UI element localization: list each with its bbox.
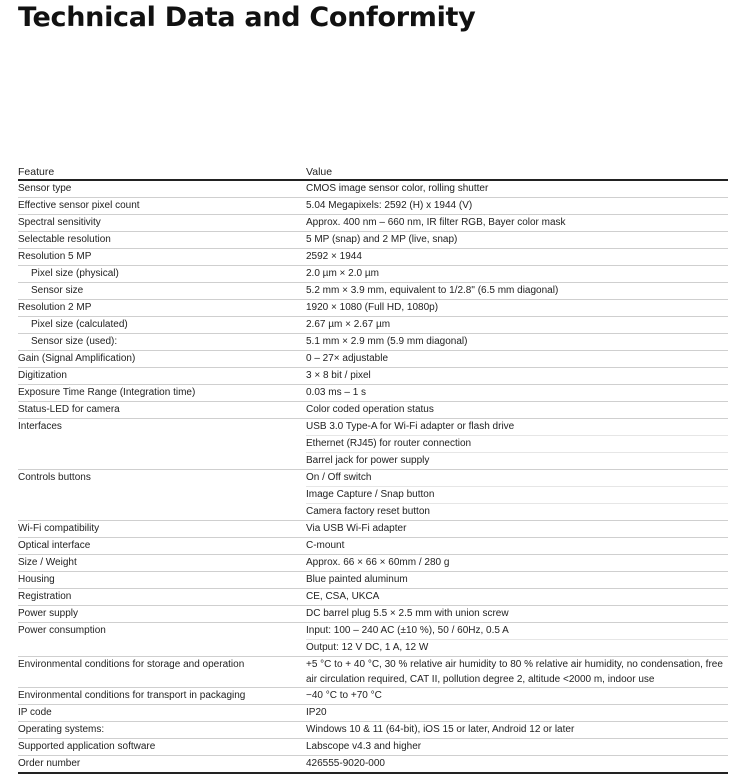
- feature-cell: Gain (Signal Amplification): [18, 351, 306, 368]
- feature-cell: Interfaces: [18, 419, 306, 470]
- value-cell: Color coded operation status: [306, 402, 728, 419]
- feature-cell: Size / Weight: [18, 555, 306, 572]
- table-row: [18, 538, 728, 555]
- value-cell: Approx. 66 × 66 × 60mm / 280 g: [306, 555, 728, 572]
- value-cell: 3 × 8 bit / pixel: [306, 368, 728, 385]
- table-row: [18, 756, 728, 774]
- feature-cell: Optical interface: [18, 538, 306, 555]
- value-line: Input: 100 – 240 AC (±10 %), 50 / 60Hz, 0.5 A: [306, 625, 509, 636]
- table-row: [18, 198, 728, 215]
- table-row: [18, 739, 728, 756]
- feature-cell: Operating systems:: [18, 722, 306, 739]
- value-cell: 0.03 ms – 1 s: [306, 385, 728, 402]
- table-row: [18, 300, 728, 317]
- value-cell: 5.1 mm × 2.9 mm (5.9 mm diagonal): [306, 334, 728, 351]
- feature-cell: Controls buttons: [18, 470, 306, 521]
- value-cell: Blue painted aluminum: [306, 572, 728, 589]
- value-cell: [306, 623, 728, 657]
- column-header-feature: Feature: [18, 165, 306, 180]
- feature-cell: Exposure Time Range (Integration time): [18, 385, 306, 402]
- table-row: [18, 705, 728, 722]
- value-cell: 2592 × 1944: [306, 249, 728, 266]
- feature-cell: Resolution 2 MP: [18, 300, 306, 317]
- value-cell: 426555-9020-000: [306, 756, 728, 774]
- feature-cell: Environmental conditions for transport in packaging: [18, 688, 306, 705]
- feature-cell: Wi-Fi compatibility: [18, 521, 306, 538]
- table-row: [18, 657, 728, 688]
- table-row: [18, 623, 728, 657]
- page-title: Technical Data and Conformity: [18, 2, 476, 33]
- value-cell: [306, 470, 728, 521]
- value-cell: Windows 10 & 11 (64-bit), iOS 15 or later, Android 12 or later: [306, 722, 728, 739]
- value-cell: 5 MP (snap) and 2 MP (live, snap): [306, 232, 728, 249]
- feature-cell: Housing: [18, 572, 306, 589]
- feature-cell: Sensor size: [18, 283, 306, 300]
- table-row: [18, 521, 728, 538]
- table-row: [18, 555, 728, 572]
- feature-cell: Order number: [18, 756, 306, 774]
- table-row: [18, 232, 728, 249]
- table-row: [18, 180, 728, 198]
- value-line: Ethernet (RJ45) for router connection: [306, 435, 728, 452]
- feature-cell: Digitization: [18, 368, 306, 385]
- column-header-value: Value: [306, 165, 728, 180]
- value-cell: Approx. 400 nm – 660 nm, IR filter RGB, Bayer color mask: [306, 215, 728, 232]
- feature-cell: Status-LED for camera: [18, 402, 306, 419]
- value-cell: CE, CSA, UKCA: [306, 589, 728, 606]
- feature-cell: Resolution 5 MP: [18, 249, 306, 266]
- value-line: USB 3.0 Type-A for Wi-Fi adapter or flash drive: [306, 421, 515, 432]
- table-row: [18, 572, 728, 589]
- feature-cell: Pixel size (calculated): [18, 317, 306, 334]
- table-row: [18, 419, 728, 470]
- value-cell: 5.04 Megapixels: 2592 (H) x 1944 (V): [306, 198, 728, 215]
- table-header-row: [18, 165, 728, 180]
- feature-cell: Sensor type: [18, 180, 306, 198]
- value-cell: Via USB Wi-Fi adapter: [306, 521, 728, 538]
- value-line: Output: 12 V DC, 1 A, 12 W: [306, 639, 728, 656]
- value-cell: 2.0 µm × 2.0 µm: [306, 266, 728, 283]
- table-row: [18, 688, 728, 705]
- table-row: [18, 470, 728, 521]
- table-row: [18, 317, 728, 334]
- feature-cell: Registration: [18, 589, 306, 606]
- value-line: Barrel jack for power supply: [306, 452, 728, 469]
- feature-cell: Effective sensor pixel count: [18, 198, 306, 215]
- table-row: [18, 589, 728, 606]
- value-cell: [306, 419, 728, 470]
- table-row: [18, 351, 728, 368]
- technical-data-table: [18, 165, 728, 774]
- feature-cell: Spectral sensitivity: [18, 215, 306, 232]
- table-row: [18, 249, 728, 266]
- feature-cell: Power supply: [18, 606, 306, 623]
- value-line: Image Capture / Snap button: [306, 486, 728, 503]
- feature-cell: Environmental conditions for storage and operation: [18, 657, 306, 688]
- value-cell: +5 °C to + 40 °C, 30 % relative air humidity to 80 % relative air humidity, no condensation, free air circulation required, CAT II, pollution degree 2, altitude <2000 m, indoor use: [306, 657, 728, 688]
- feature-cell: Supported application software: [18, 739, 306, 756]
- table-row: [18, 334, 728, 351]
- table-row: [18, 402, 728, 419]
- table-row: [18, 266, 728, 283]
- feature-cell: Pixel size (physical): [18, 266, 306, 283]
- value-cell: Labscope v4.3 and higher: [306, 739, 728, 756]
- value-cell: IP20: [306, 705, 728, 722]
- value-cell: DC barrel plug 5.5 × 2.5 mm with union screw: [306, 606, 728, 623]
- value-cell: 0 – 27× adjustable: [306, 351, 728, 368]
- table-row: [18, 283, 728, 300]
- value-cell: 2.67 µm × 2.67 µm: [306, 317, 728, 334]
- table-row: [18, 606, 728, 623]
- value-cell: 5.2 mm × 3.9 mm, equivalent to 1/2.8" (6.5 mm diagonal): [306, 283, 728, 300]
- value-line: On / Off switch: [306, 472, 372, 483]
- feature-cell: Power consumption: [18, 623, 306, 657]
- value-cell: CMOS image sensor color, rolling shutter: [306, 180, 728, 198]
- value-cell: −40 °C to +70 °C: [306, 688, 728, 705]
- value-cell: 1920 × 1080 (Full HD, 1080p): [306, 300, 728, 317]
- feature-cell: Sensor size (used):: [18, 334, 306, 351]
- table-row: [18, 385, 728, 402]
- feature-cell: IP code: [18, 705, 306, 722]
- feature-cell: Selectable resolution: [18, 232, 306, 249]
- table-row: [18, 215, 728, 232]
- value-line: Camera factory reset button: [306, 503, 728, 520]
- table-row: [18, 368, 728, 385]
- table-row: [18, 722, 728, 739]
- value-cell: C-mount: [306, 538, 728, 555]
